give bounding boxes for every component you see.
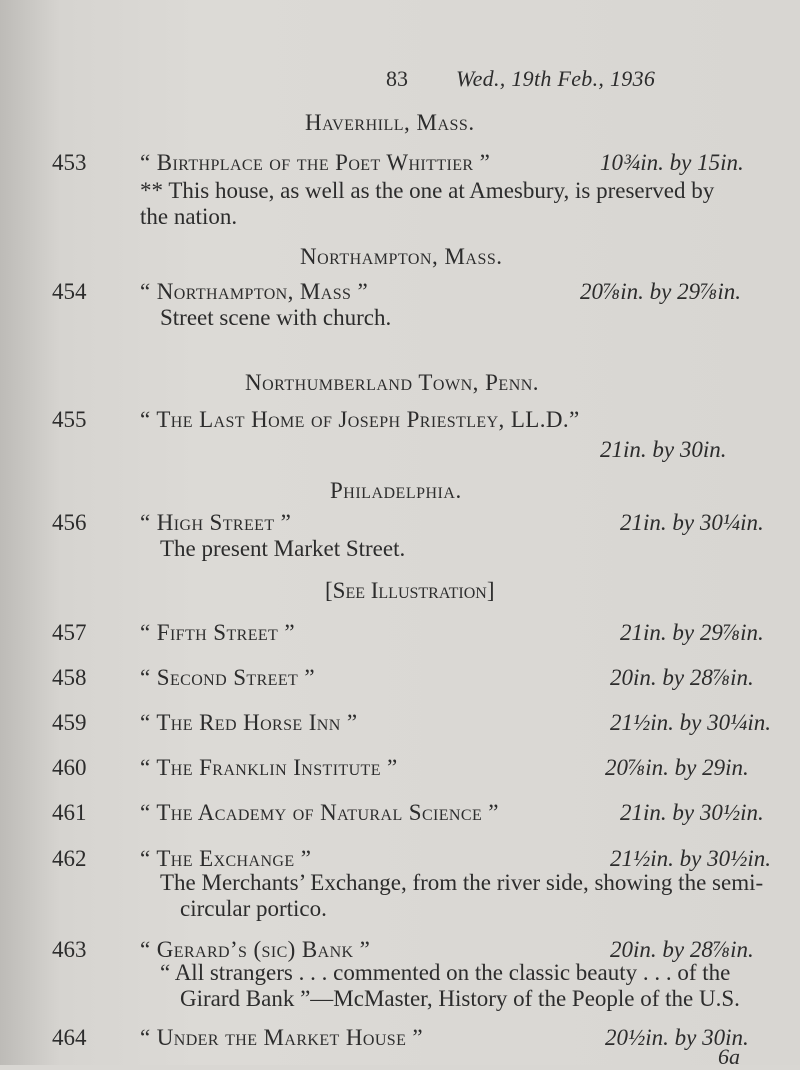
place-heading: Haverhill, Mass.: [305, 110, 475, 135]
lot-number: 462: [52, 846, 87, 871]
page-number: 83: [386, 66, 408, 91]
lot-title: “ The Last Home of Joseph Priestley, LL.D.”: [140, 407, 580, 432]
lot-title: “ The Exchange ”: [140, 846, 312, 871]
lot-dimensions: 20⅞in. by 29in.: [605, 755, 749, 780]
lot-title: “ The Red Horse Inn ”: [140, 710, 358, 735]
lot-note: The Merchants’ Exchange, from the river side, showing the semi-circular portico.: [160, 870, 764, 921]
lot-title: “ Northampton, Mass ”: [140, 279, 369, 304]
lot-number: 456: [52, 510, 87, 535]
see-illustration-ref: [See Illustration]: [325, 578, 495, 603]
lot-note: ** This house, as well as the one at Amesbury, is preserved by the nation.: [140, 178, 715, 229]
lot-number: 458: [52, 665, 87, 690]
lot-title: “ The Academy of Natural Science ”: [140, 800, 499, 825]
lot-number: 457: [52, 620, 87, 645]
lot-dimensions: 21in. by 30½in.: [620, 800, 764, 825]
lot-dimensions: 20in. by 28⅞in.: [610, 665, 754, 690]
lot-number: 455: [52, 407, 87, 432]
lot-note: The present Market Street.: [160, 536, 406, 561]
signature-mark: 6a: [718, 1044, 740, 1069]
lot-number: 461: [52, 800, 87, 825]
lot-title: “ Fifth Street ”: [140, 620, 295, 645]
lot-dimensions: 21½in. by 30¼in.: [610, 710, 771, 735]
lot-number: 459: [52, 710, 87, 735]
lot-dimensions: 20in. by 28⅞in.: [610, 937, 754, 962]
lot-dimensions: 21½in. by 30½in.: [610, 846, 771, 871]
sale-date: Wed., 19th Feb., 1936: [456, 66, 656, 91]
lot-title: “ High Street ”: [140, 510, 292, 535]
lot-dimensions: 10¾in. by 15in.: [600, 150, 744, 175]
lot-title: “ The Franklin Institute ”: [140, 755, 398, 780]
lot-note: “ All strangers . . . commented on the classic beauty . . . of the Girard Bank ”—McMaster, History of the People of the U.S.: [160, 960, 740, 1011]
lot-number: 464: [52, 1025, 87, 1050]
lot-title: “ Birthplace of the Poet Whittier ”: [140, 150, 491, 175]
place-heading: Northumberland Town, Penn.: [245, 370, 540, 395]
lot-number: 463: [52, 937, 87, 962]
lot-dimensions: 21in. by 30in.: [600, 437, 727, 462]
lot-title: “ Under the Market House ”: [140, 1025, 424, 1050]
lot-number: 454: [52, 279, 87, 304]
lot-title: “ Gerard’s (sic) Bank ”: [140, 937, 371, 962]
lot-dimensions: 20½in. by 30in.: [605, 1025, 749, 1050]
lot-dimensions: 21in. by 30¼in.: [620, 510, 764, 535]
place-heading: Philadelphia.: [330, 478, 462, 503]
lot-title: “ Second Street ”: [140, 665, 315, 690]
place-heading: Northampton, Mass.: [300, 244, 503, 269]
lot-number: 460: [52, 755, 87, 780]
lot-number: 453: [52, 150, 87, 175]
lot-dimensions: 21in. by 29⅞in.: [620, 620, 764, 645]
lot-note: Street scene with church.: [160, 305, 392, 330]
lot-dimensions: 20⅞in. by 29⅞in.: [580, 279, 741, 304]
